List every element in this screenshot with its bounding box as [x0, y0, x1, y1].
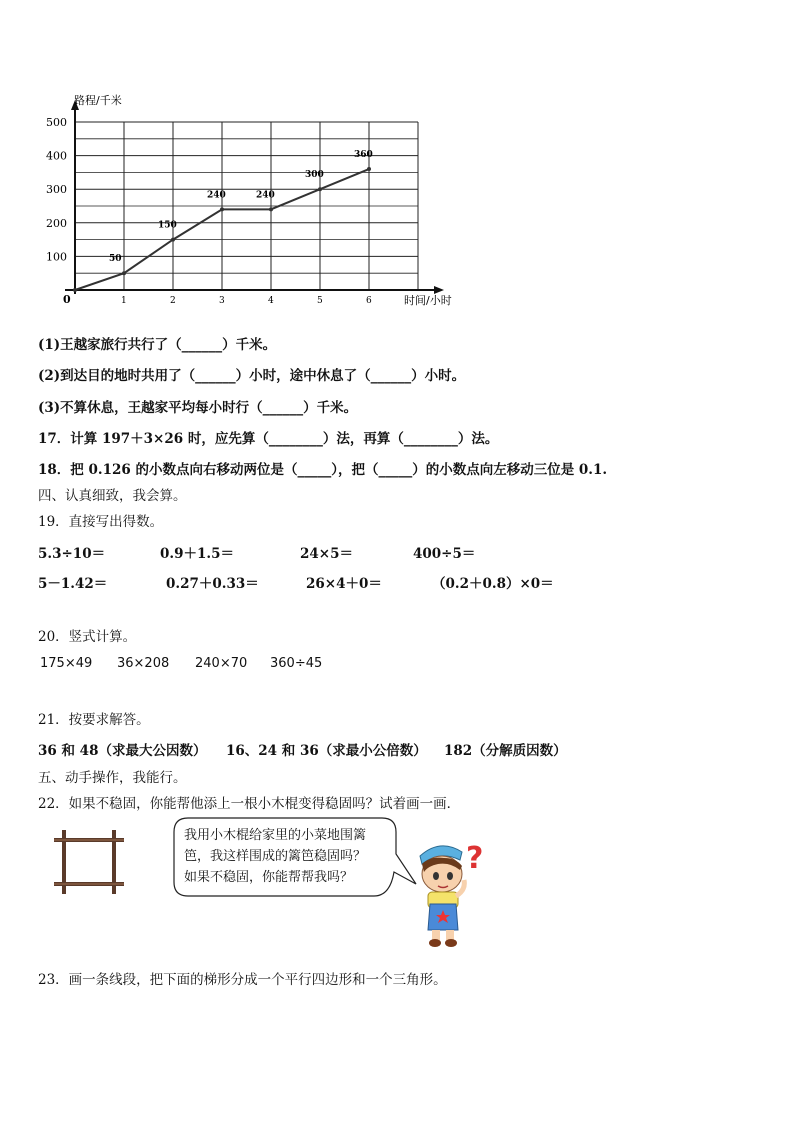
- question-16-part-2: (2)到达目的地时共用了（______）小时，途中休息了（______）小时。: [38, 368, 466, 384]
- distance-time-line-chart: [30, 88, 470, 318]
- x-tick-label: 6: [366, 296, 372, 306]
- data-point: [269, 207, 273, 211]
- data-point: [171, 238, 175, 242]
- data-point: [318, 187, 322, 191]
- y-tick-label: 300: [46, 183, 67, 197]
- question-16-part-3: (3)不算休息，王越家平均每小时行（______）千米。: [38, 400, 358, 416]
- q19-item: 5.3÷10＝: [38, 546, 106, 562]
- q21-item: 182（分解质因数）: [444, 743, 567, 759]
- data-label: 360: [354, 150, 373, 161]
- chart-grid: [75, 122, 418, 290]
- data-label: 300: [305, 170, 324, 181]
- y-tick-label: 400: [46, 149, 67, 163]
- x-axis-label: 时间/小时: [404, 294, 452, 307]
- x-tick-label: 2: [170, 296, 176, 306]
- q19-item: 5－1.42＝: [38, 576, 108, 592]
- question-16-part-1: (1)王越家旅行共行了（______）千米。: [38, 337, 277, 353]
- q21-item: 16、24 和 36（求最小公倍数）: [226, 743, 427, 759]
- data-label: 240: [256, 190, 275, 201]
- x-axis-arrow: [434, 286, 444, 294]
- q19-item: （0.2＋0.8）×0＝: [432, 576, 554, 592]
- svg-text:?: ?: [466, 841, 484, 876]
- y-tick-label: 500: [46, 116, 67, 129]
- question-17: 17．计算 197＋3×26 时，应先算（________）法，再算（________）法。: [38, 431, 499, 447]
- data-point: [367, 167, 371, 171]
- x-tick-label: 3: [219, 296, 225, 306]
- q19-item: 0.9＋1.5＝: [160, 546, 234, 562]
- q20-item: 240×70: [195, 656, 248, 671]
- data-label: 50: [109, 254, 122, 265]
- speech-bubble-line: 我用小木棍给家里的小菜地围篱: [184, 828, 367, 843]
- q19-item: 26×4＋0＝: [306, 576, 382, 592]
- y-axis-label: 路程/千米: [74, 94, 122, 107]
- chart-series: [73, 150, 373, 292]
- question-18: 18．把 0.126 的小数点向右移动两位是（_____），把（_____）的小数点向左移动三位是 0.1.: [38, 462, 608, 478]
- data-point: [73, 288, 77, 292]
- q20-item: 175×49: [40, 656, 93, 671]
- q19-item: 0.27＋0.33＝: [166, 576, 259, 592]
- section-5-heading: 五、动手操作，我能行。: [38, 770, 187, 786]
- q19-item: 400÷5＝: [413, 546, 476, 562]
- question-19: 19．直接写出得数。: [38, 514, 164, 530]
- q19-item: 24×5＝: [300, 546, 353, 562]
- y-tick-label: 100: [46, 250, 67, 264]
- x-tick-label: 1: [121, 296, 127, 306]
- chart-tick-labels: [46, 116, 372, 306]
- data-point: [122, 271, 126, 275]
- speech-bubble-line: 如果不稳固，你能帮帮我吗？: [184, 870, 354, 885]
- x-tick-label: 0: [63, 293, 71, 306]
- chart-axes: [65, 100, 444, 294]
- section-4-heading: 四、认真细致，我会算。: [38, 488, 187, 504]
- data-label: 150: [158, 220, 177, 231]
- q21-item: 36 和 48（求最大公因数）: [38, 743, 207, 759]
- question-21: 21．按要求解答。: [38, 712, 150, 728]
- data-point: [220, 207, 224, 211]
- fence-square-drawing: [52, 830, 126, 894]
- x-tick-label: 4: [268, 296, 274, 306]
- question-23: 23．画一条线段，把下面的梯形分成一个平行四边形和一个三角形。: [38, 972, 447, 988]
- question-20: 20．竖式计算。: [38, 629, 137, 645]
- y-tick-label: 200: [46, 216, 67, 230]
- question-22: 22．如果不稳固，你能帮他添上一根小木棍变得稳固吗？试着画一画．: [38, 796, 461, 812]
- data-label: 240: [207, 190, 226, 201]
- speech-bubble-line: 笆，我这样围成的篱笆稳固吗？: [184, 849, 367, 864]
- boy-cartoon-illustration: [410, 834, 500, 954]
- q20-item: 360÷45: [270, 656, 323, 671]
- x-tick-label: 5: [317, 296, 323, 306]
- q20-item: 36×208: [117, 656, 170, 671]
